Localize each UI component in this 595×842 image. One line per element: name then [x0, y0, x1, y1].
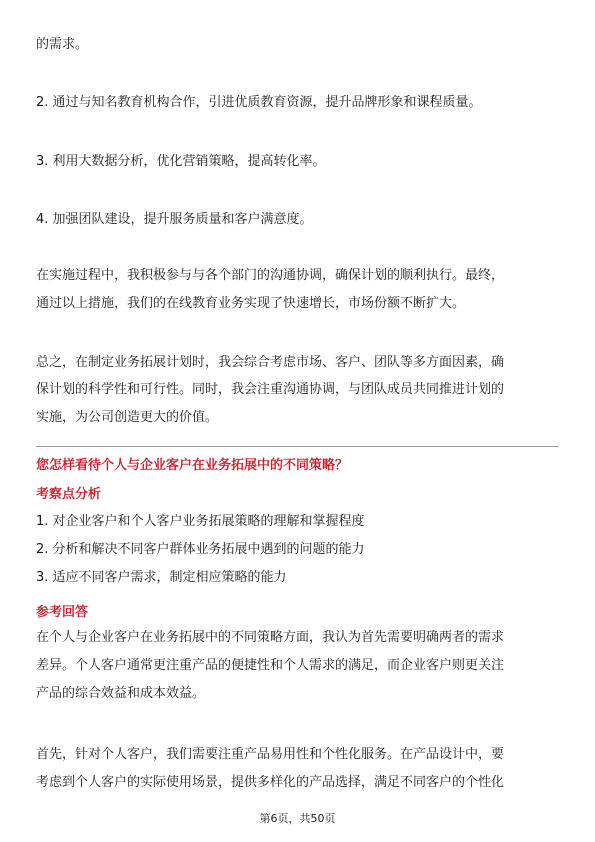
analysis-item: 1. 对企业客户和个人客户业务拓展策略的理解和掌握程度 — [36, 514, 365, 529]
text-line: 的需求。 — [36, 37, 89, 52]
list-item: 3. 利用大数据分析，优化营销策略，提高转化率。 — [36, 154, 326, 169]
analysis-heading: 考察点分析 — [36, 487, 102, 502]
answer-line: 考虑到个人客户的实际使用场景，提供多样化的产品选择，满足不同客户的个性化 — [36, 775, 505, 790]
paragraph-line: 保计划的科学性和可行性。同时，我会注重沟通协调，与团队成员共同推进计划的 — [36, 382, 505, 397]
section-divider — [36, 446, 559, 447]
answer-line: 差异。个人客户通常更注重产品的便捷性和个人需求的满足，而企业客户则更关注 — [36, 658, 505, 673]
paragraph-line: 通过以上措施，我们的在线教育业务实现了快速增长，市场份额不断扩大。 — [36, 296, 466, 311]
list-item: 2. 通过与知名教育机构合作，引进优质教育资源，提升品牌形象和课程质量。 — [36, 95, 482, 110]
analysis-item: 2. 分析和解决不同客户群体业务拓展中遇到的问题的能力 — [36, 542, 365, 557]
analysis-item: 3. 适应不同客户需求，制定相应策略的能力 — [36, 570, 287, 585]
paragraph-line: 总之，在制定业务拓展计划时，我会综合考虑市场、客户、团队等多方面因素，确 — [36, 355, 505, 370]
answer-heading: 参考回答 — [36, 605, 89, 620]
list-item: 4. 加强团队建设，提升服务质量和客户满意度。 — [36, 212, 313, 227]
answer-line: 在个人与企业客户在业务拓展中的不同策略方面，我认为首先需要明确两者的需求 — [36, 630, 505, 645]
paragraph-line: 在实施过程中，我积极参与与各个部门的沟通协调，确保计划的顺利执行。最终， — [36, 268, 505, 283]
question-title: 您怎样看待个人与企业客户在业务拓展中的不同策略？ — [36, 458, 349, 473]
page-number: 第6页，共50页 — [259, 812, 336, 825]
answer-line: 产品的综合效益和成本效益。 — [36, 686, 206, 701]
answer-line: 首先，针对个人客户，我们需要注重产品易用性和个性化服务。在产品设计中，要 — [36, 747, 505, 762]
paragraph-line: 实施，为公司创造更大的价值。 — [36, 410, 219, 425]
